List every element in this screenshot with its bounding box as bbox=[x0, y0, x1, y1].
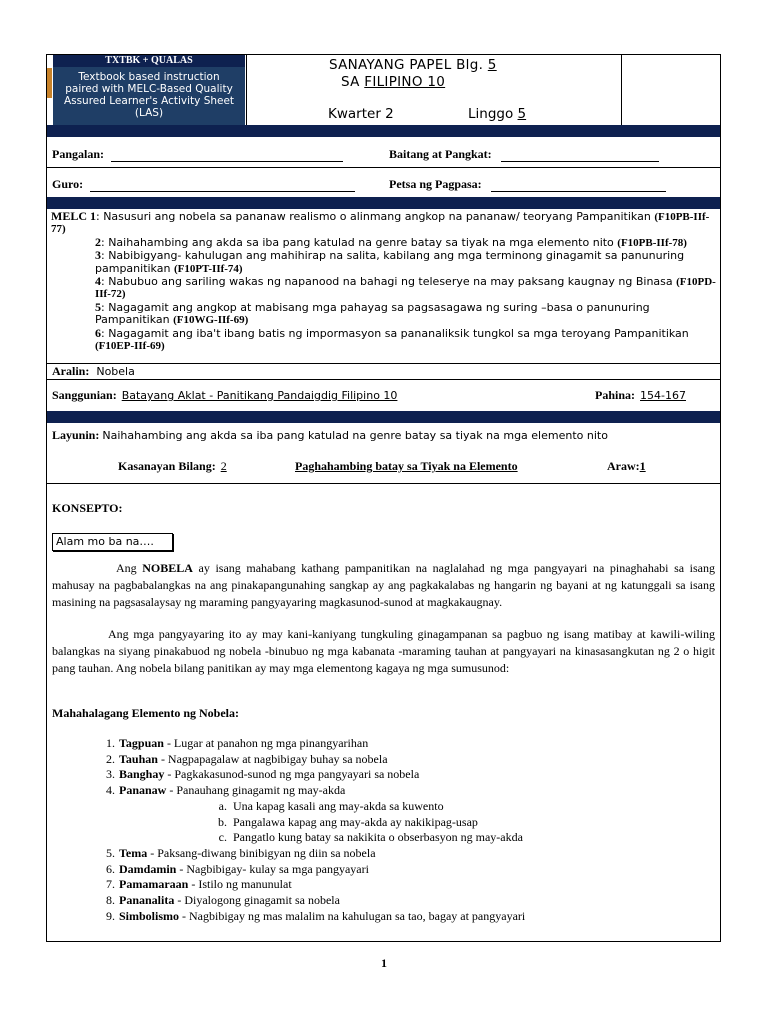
element-term: Tauhan bbox=[119, 751, 158, 766]
melc-text-1: Nasusuri ang nobela sa pananaw realismo o alinmang angkop na pananaw/ teoryang Pampanitikan bbox=[103, 210, 651, 223]
page-ref bbox=[595, 388, 686, 403]
name-blank[interactable] bbox=[111, 161, 343, 162]
brand-description: Textbook based instruction paired with MELC-Based Quality Assured Learner's Activity Sheet (LAS) bbox=[63, 71, 235, 119]
subitem-text: Una kapag kasali ang may-akda sa kuwento bbox=[233, 798, 444, 813]
melc-code-1: (F10PB-IIf-77) bbox=[51, 211, 710, 236]
element-term: Tema bbox=[119, 845, 148, 860]
element-desc: - Diyalogong ginagamit sa nobela bbox=[174, 893, 340, 907]
melc-code: (F10EP-IIf-69) bbox=[95, 340, 165, 353]
grade-blank[interactable] bbox=[501, 161, 659, 162]
element-desc: - Pagkakasunod-sunod ng mga pangyayari sa nobela bbox=[164, 767, 420, 782]
melc-number: 4 bbox=[95, 274, 101, 289]
element-term: Damdamin bbox=[119, 861, 177, 876]
element-subitem bbox=[215, 815, 478, 830]
melc-number: 2 bbox=[95, 234, 101, 249]
element-number: 7. bbox=[106, 877, 115, 892]
element-item bbox=[101, 862, 369, 877]
element-number: 1. bbox=[106, 736, 115, 750]
element-item bbox=[101, 909, 525, 924]
element-subitem bbox=[215, 799, 444, 814]
melc-number: 5 bbox=[95, 299, 101, 314]
teacher-blank[interactable] bbox=[90, 191, 355, 192]
skill-name: Paghahambing batay sa Tiyak na Elemento bbox=[295, 459, 518, 473]
element-desc: - Nagbibigay- kulay sa mga pangyayari bbox=[176, 861, 369, 876]
page-number: 1 bbox=[381, 956, 387, 970]
day-number: 1 bbox=[639, 459, 646, 473]
week-number: 5 bbox=[517, 106, 527, 122]
melc-code: (F10WG-IIf-69) bbox=[173, 314, 249, 327]
source-label: Sanggunian: bbox=[52, 388, 117, 402]
week-text: Linggo bbox=[468, 106, 514, 122]
element-item bbox=[101, 893, 340, 908]
melc-item-2 bbox=[51, 236, 717, 249]
element-desc: - Istilo ng manunulat bbox=[188, 877, 292, 892]
sheet-subject bbox=[341, 74, 445, 90]
element-number: 9. bbox=[106, 908, 115, 923]
section-bar-3 bbox=[47, 411, 720, 423]
day-label: Araw: bbox=[607, 459, 640, 473]
date-field bbox=[389, 177, 666, 192]
melc-item-3 bbox=[51, 249, 717, 275]
week-label bbox=[468, 106, 526, 122]
melc-item-5 bbox=[51, 301, 717, 327]
element-desc: - Lugar at panahon ng mga pinangyarihan bbox=[163, 736, 369, 750]
element-desc: - Nagbibigay ng mas malalim na kahulugan sa tao, bagay at pangyayari bbox=[179, 908, 526, 923]
konsepto-heading: KONSEPTO: bbox=[52, 501, 123, 515]
melc-text: : Nabibigyang- kahulugan ang mahihirap na salita, kabilang ang mga terminong ginagamit sa panunuring pampanitikan bbox=[95, 249, 685, 275]
aralin-divider bbox=[47, 379, 720, 380]
element-item bbox=[101, 783, 345, 798]
p1-pre: Ang bbox=[116, 561, 143, 575]
melc-item-6 bbox=[51, 327, 717, 353]
section-bar-2 bbox=[47, 197, 720, 209]
alam-box: Alam mo ba na…. bbox=[52, 533, 173, 551]
subitem-text: Pangalawa kapag ang may-akda ay nakikipag-usap bbox=[233, 814, 478, 829]
header-divider-left bbox=[246, 55, 247, 125]
melc-divider bbox=[47, 363, 720, 364]
element-desc: - Paksang-diwang binibigyan ng diin sa nobela bbox=[147, 845, 376, 860]
brand-label: TXTBK + QUALAS bbox=[53, 55, 245, 67]
sheet-title bbox=[329, 57, 497, 73]
form-divider bbox=[47, 167, 720, 168]
aralin-row bbox=[52, 364, 135, 379]
element-number: 5. bbox=[106, 845, 115, 860]
element-item bbox=[101, 877, 292, 892]
element-number: 2. bbox=[106, 751, 115, 766]
objective-text: Naihahambing ang akda sa iba pang katulad na genre batay sa tiyak na mga elemento nito bbox=[102, 429, 608, 442]
element-term: Banghay bbox=[119, 767, 165, 782]
melc-text: : Nagagamit ang angkop at mabisang mga pahayag sa pagsasagawa ng suring –basa o panunuring Pampanitikan bbox=[95, 300, 650, 327]
grade-label: Baitang at Pangkat: bbox=[389, 147, 492, 161]
melc-text: : Nagagamit ang iba't ibang batis ng impormasyon sa pananaliksik tungkol sa mga teroyang Pampanitikan bbox=[101, 326, 689, 340]
date-label: Petsa ng Pagpasa: bbox=[389, 177, 482, 191]
day-row bbox=[607, 459, 646, 474]
title-prefix: SANAYANG PAPEL Blg. bbox=[329, 57, 484, 73]
element-item bbox=[101, 846, 376, 861]
element-item bbox=[101, 752, 388, 767]
element-number: 6. bbox=[106, 861, 115, 876]
subitem-letter: a. bbox=[218, 798, 227, 813]
melc-text: : Naihahambing ang akda sa iba pang katulad na genre batay sa tiyak na mga elemento nito bbox=[101, 235, 618, 249]
skill-label: Kasanayan Bilang: bbox=[118, 459, 216, 473]
melc-item-1: MELC 1: Nasusuri ang nobela sa pananaw realismo o alinmang angkop na pananaw/ teoryang Pampanitikan (F10PB-IIf-77) bbox=[51, 209, 710, 236]
paragraph-1 bbox=[52, 560, 715, 611]
title-number: 5 bbox=[487, 57, 497, 73]
objective-row bbox=[52, 428, 712, 443]
element-item bbox=[101, 767, 419, 782]
melc-text: : Nabubuo ang sariling wakas ng napanood na bahagi ng teleserye na may paksang kaugnay ng Binasa bbox=[101, 275, 677, 289]
element-number: 8. bbox=[106, 893, 115, 907]
melc-number: 6 bbox=[95, 325, 101, 340]
source-value: Batayang Aklat - Panitikang Pandaigdig Filipino 10 bbox=[121, 389, 398, 402]
elements-title: Mahahalagang Elemento ng Nobela: bbox=[52, 706, 240, 720]
objective-divider bbox=[47, 483, 720, 484]
subitem-letter: c. bbox=[218, 830, 227, 845]
source-row bbox=[52, 388, 397, 403]
section-bar-1 bbox=[47, 125, 720, 137]
header-divider-right bbox=[621, 55, 622, 125]
element-term: Simbolismo bbox=[119, 908, 180, 923]
skill-number: 2 bbox=[220, 459, 227, 473]
date-blank[interactable] bbox=[491, 191, 666, 192]
name-label: Pangalan: bbox=[52, 147, 105, 161]
melc-section bbox=[51, 210, 717, 352]
worksheet-frame bbox=[46, 54, 721, 942]
subitem-text: Pangatlo kung batay sa nakikita o obserbasyon ng may-akda bbox=[233, 830, 523, 845]
element-term: Pananalita bbox=[119, 893, 175, 907]
subject-prefix: SA bbox=[341, 74, 365, 90]
teacher-field bbox=[52, 177, 355, 192]
subject-name: FILIPINO 10 bbox=[364, 74, 446, 90]
element-term: Tagpuan bbox=[119, 736, 164, 750]
melc-item-4 bbox=[51, 275, 717, 301]
paragraph-2: Ang mga pangyayaring ito ay may kani-kaniyang tungkuling ginagampanan sa pagbuo ng isang matibay at kawili-wiling balangkas na siyang pinakabuod ng nobela -binubuo ng mga kabanata -maraming tauhan at pangyayari na kinasasangkutan ng 2 o higit pang tauhan. Ang nobela bilang panitikan ay may mga elementong kagaya ng mga sumusunod: bbox=[52, 627, 715, 675]
p1-term: NOBELA bbox=[142, 561, 193, 575]
melc-list bbox=[51, 236, 717, 353]
melc-number: 3 bbox=[95, 248, 101, 263]
melc-code: (F10PD-IIf-72) bbox=[95, 276, 716, 301]
melc-label: MELC 1 bbox=[51, 209, 96, 223]
element-desc: - Nagpapagalaw at nagbibigay buhay sa nobela bbox=[157, 751, 388, 766]
brand-box bbox=[53, 55, 245, 125]
element-term: Pananaw bbox=[119, 783, 167, 798]
quarter-label: Kwarter 2 bbox=[328, 106, 394, 122]
melc-code: (F10PB-IIf-78) bbox=[617, 236, 687, 249]
aralin-value: Nobela bbox=[96, 365, 135, 378]
objective-label: Layunin: bbox=[52, 428, 100, 442]
aralin-label: Aralin: bbox=[52, 364, 90, 378]
page-label: Pahina: bbox=[595, 388, 636, 402]
element-number: 3. bbox=[106, 767, 115, 782]
grade-field bbox=[389, 147, 659, 162]
element-number: 4. bbox=[106, 783, 115, 798]
page-value: 154-167 bbox=[640, 389, 686, 402]
element-desc: - Panauhang ginagamit ng may-akda bbox=[166, 783, 346, 798]
element-item bbox=[101, 736, 368, 751]
subitem-letter: b. bbox=[218, 814, 227, 829]
teacher-label: Guro: bbox=[52, 177, 84, 191]
element-term: Pamamaraan bbox=[119, 877, 189, 892]
melc-code: (F10PT-IIf-74) bbox=[173, 262, 243, 275]
name-field bbox=[52, 147, 343, 162]
p1-rest: ay isang mahabang kathang pampanitikan na naglalahad ng mga pangyayari na pinaghahabi sa isang mahusay na pagbabalangkas na ang pinakapangunahing sangkap ay ang pagkakalabas ng hangarin ng bayani at ng katunggali sa isang masining na pagsasalaysay ng maraming pangyayaring magkasunod-sunod at magkakaugnay. bbox=[52, 561, 715, 609]
element-subitem bbox=[215, 830, 523, 845]
skill-row bbox=[118, 459, 227, 474]
